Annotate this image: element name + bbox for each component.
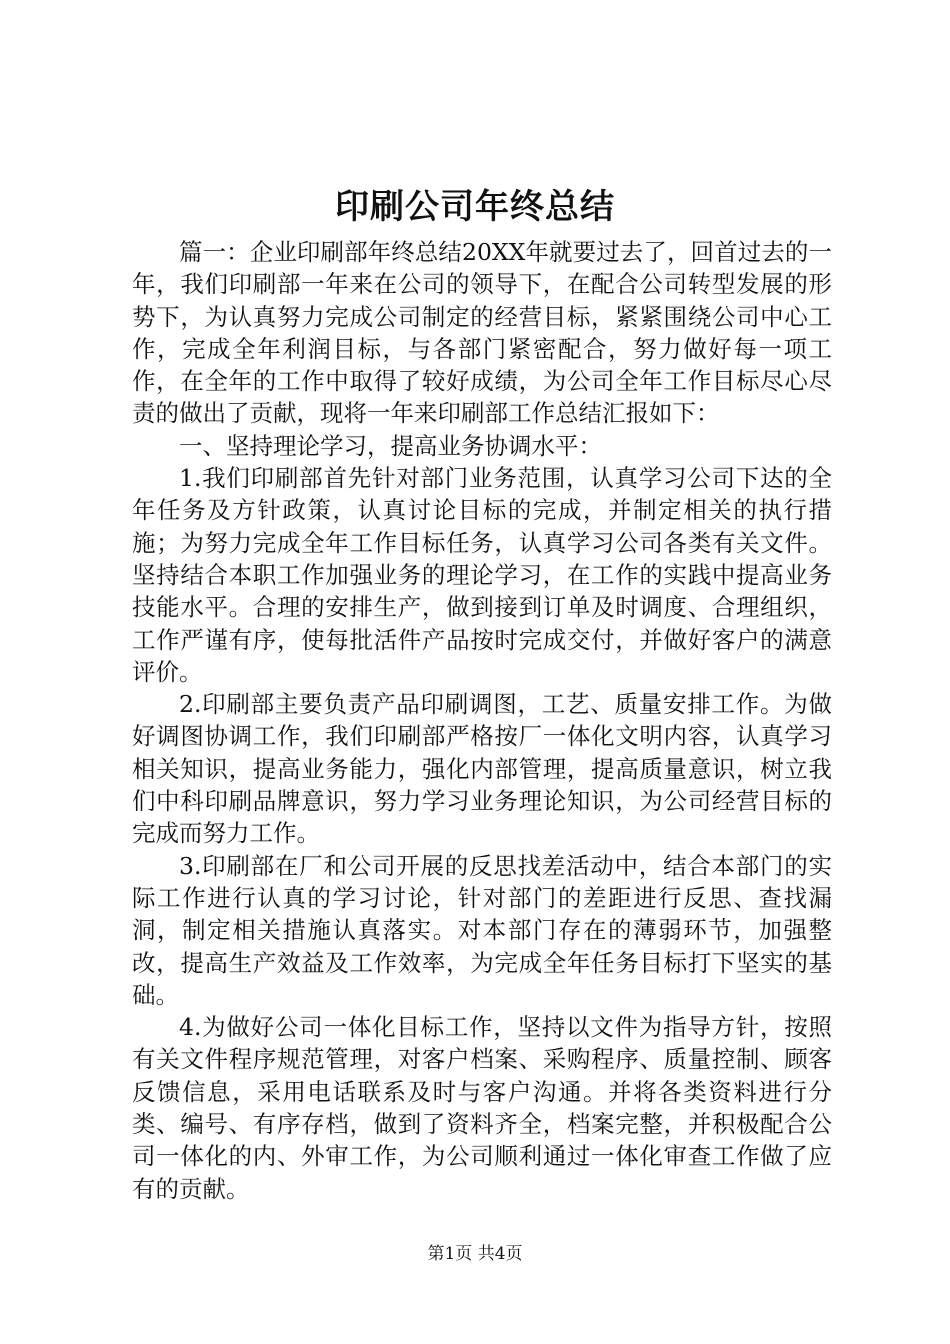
- paragraph-item-4: 4.为做好公司一体化目标工作，坚持以文件为指导方针，按照有关文件程序规范管理，对客户档案、采购程序、质量控制、顾客反馈信息，采用电话联系及时与客户沟通。并将各类资料进行分类、编号、有序存档，做到了资料齐全，档案完整，并积极配合公司一体化的内、外审工作，为公司顺利通过一体化审查工作做了应有的贡献。: [132, 1013, 832, 1203]
- paragraph-item-1: 1.我们印刷部首先针对部门业务范围，认真学习公司下达的全年任务及方针政策，认真讨论目标的完成，并制定相关的执行措施；为努力完成全年工作目标任务，认真学习公司各类有关文件。坚持结合本职工作加强业务的理论学习，在工作的实践中提高业务技能水平。合理的安排生产，做到接到订单及时调度、合理组织，工作严谨有序，使每批活件产品按时完成交付，并做好客户的满意评价。: [132, 464, 832, 686]
- document-title: 印刷公司年终总结: [335, 187, 615, 227]
- paragraph-item-3: 3.印刷部在厂和公司开展的反思找差活动中，结合本部门的实际工作进行认真的学习讨论，针对部门的差距进行反思、查找漏洞，制定相关措施认真落实。对本部门存在的薄弱环节，加强整改，提高生产效益及工作效率，为完成全年任务目标打下坚实的基础。: [132, 851, 832, 1009]
- document-body: [132, 236, 832, 1205]
- section-heading-1: 一、坚持理论学习，提高业务协调水平：: [179, 431, 602, 460]
- paragraph-intro: 篇一：企业印刷部年终总结20XX年就要过去了，回首过去的一年，我们印刷部一年来在公司的领导下，在配合公司转型发展的形势下，为认真努力完成公司制定的经营目标，紧紧围绕公司中心工作，完成全年利润目标，与各部门紧密配合，努力做好每一项工作，在全年的工作中取得了较好成绩，为公司全年工作目标尽心尽责的做出了贡献，现将一年来印刷部工作总结汇报如下：: [132, 238, 832, 428]
- page-number-footer: 第1页 共4页: [427, 1244, 523, 1264]
- paragraph-item-2: 2.印刷部主要负责产品印刷调图，工艺、质量安排工作。为做好调图协调工作，我们印刷部严格按厂一体化文明内容，认真学习相关知识，提高业务能力，强化内部管理，提高质量意识，树立我们中科印刷品牌意识，努力学习业务理论知识，为公司经营目标的完成而努力工作。: [132, 690, 832, 848]
